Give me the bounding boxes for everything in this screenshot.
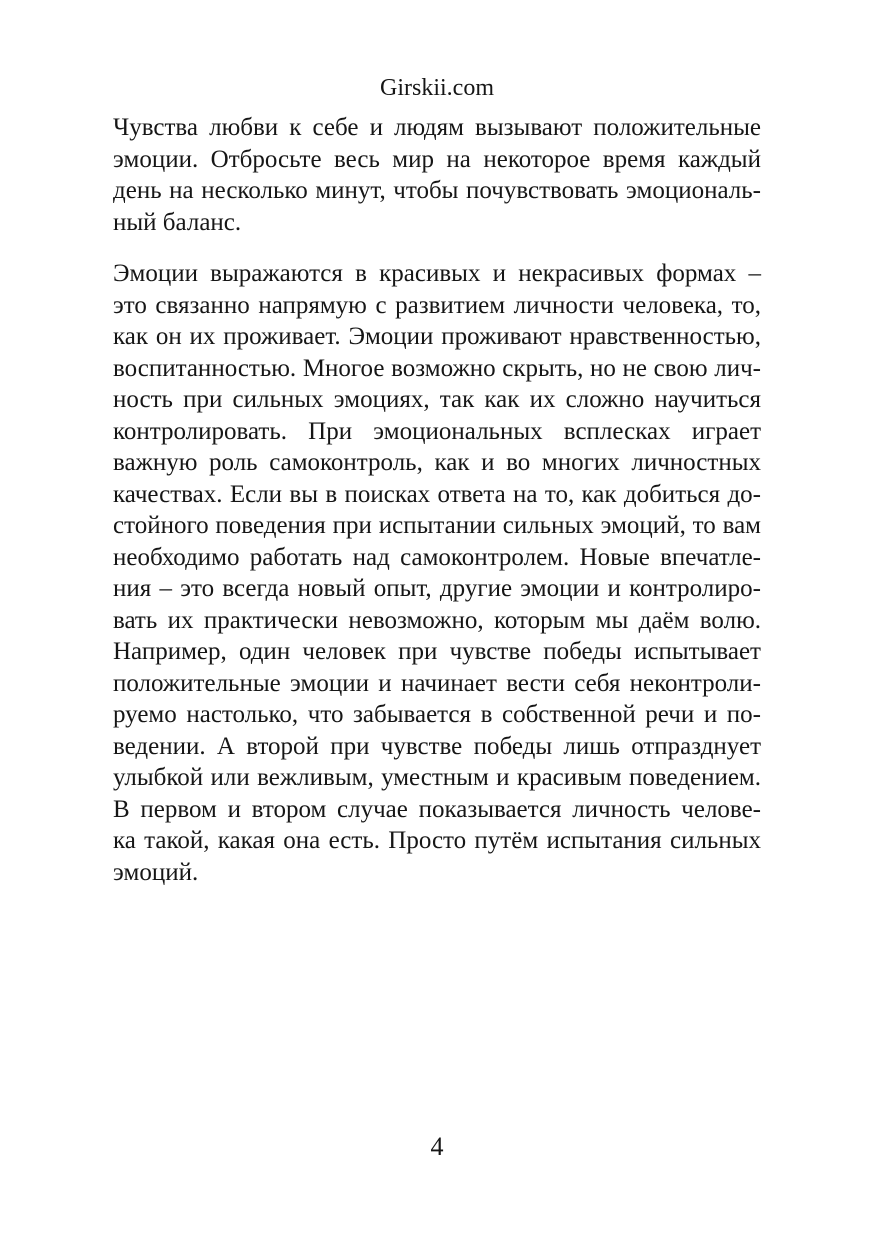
text-line: ный баланс. — [113, 208, 242, 236]
text-line: ность при сильных эмоциях, так как их сложно научиться — [113, 386, 761, 413]
text-line: необходимо работать над самоконтролем. Новые впечатле- — [113, 543, 761, 571]
text-line: улыбкой или вежливым, уместным и красивым поведением. — [113, 764, 761, 791]
text-line: вать их практически невозможно, которым мы даём волю. — [113, 606, 761, 634]
text-line: это связанно напрямую с развитием личности человека, то, — [113, 291, 761, 319]
text-line: ведении. А второй при чувстве победы лишь отпразднует — [113, 732, 761, 760]
text-line: ка такой, какая она есть. Просто путём испытания сильных — [113, 827, 761, 854]
text-line: положительные эмоции и начинает вести себя неконтроли- — [113, 669, 761, 697]
text-line: воспитанностью. Многое возможно скрыть, но не свою лич- — [113, 354, 761, 382]
text-line: ния – это всегда новый опыт, другие эмоции и контролиро- — [113, 575, 761, 602]
text-line: как он их проживает. Эмоции проживают нравственностью, — [113, 323, 761, 350]
text-line: контролировать. При эмоциональных всплесках играет — [113, 417, 761, 445]
text-line: качествах. Если вы в поисках ответа на то, как добиться до- — [113, 480, 761, 508]
text-line: день на несколько минут, чтобы почувствовать эмоциональ- — [113, 177, 761, 204]
text-line: Эмоции выражаются в красивых и некрасивых формах – — [113, 260, 761, 287]
text-line: эмоции. Отбросьте весь мир на некоторое время каждый — [113, 145, 761, 173]
page-number: 4 — [430, 1132, 444, 1161]
running-head: Girskii.com — [380, 75, 494, 101]
text-line: эмоций. — [113, 858, 199, 886]
text-line: Например, один человек при чувстве победы испытывает — [113, 638, 761, 665]
text-line: руемо настолько, что забывается в собственной речи и по- — [113, 701, 761, 728]
text-line: Чувства любви к себе и людям вызывают положительные — [113, 114, 761, 141]
text-line: В первом и втором случае показывается личность челове- — [113, 795, 761, 823]
text-line: важную роль самоконтроль, как и во многих личностных — [113, 449, 761, 476]
paragraph — [113, 258, 761, 888]
paragraph — [113, 112, 761, 238]
text-line: стойного поведения при испытании сильных эмоций, то вам — [113, 512, 761, 539]
page-body-text — [113, 112, 761, 908]
